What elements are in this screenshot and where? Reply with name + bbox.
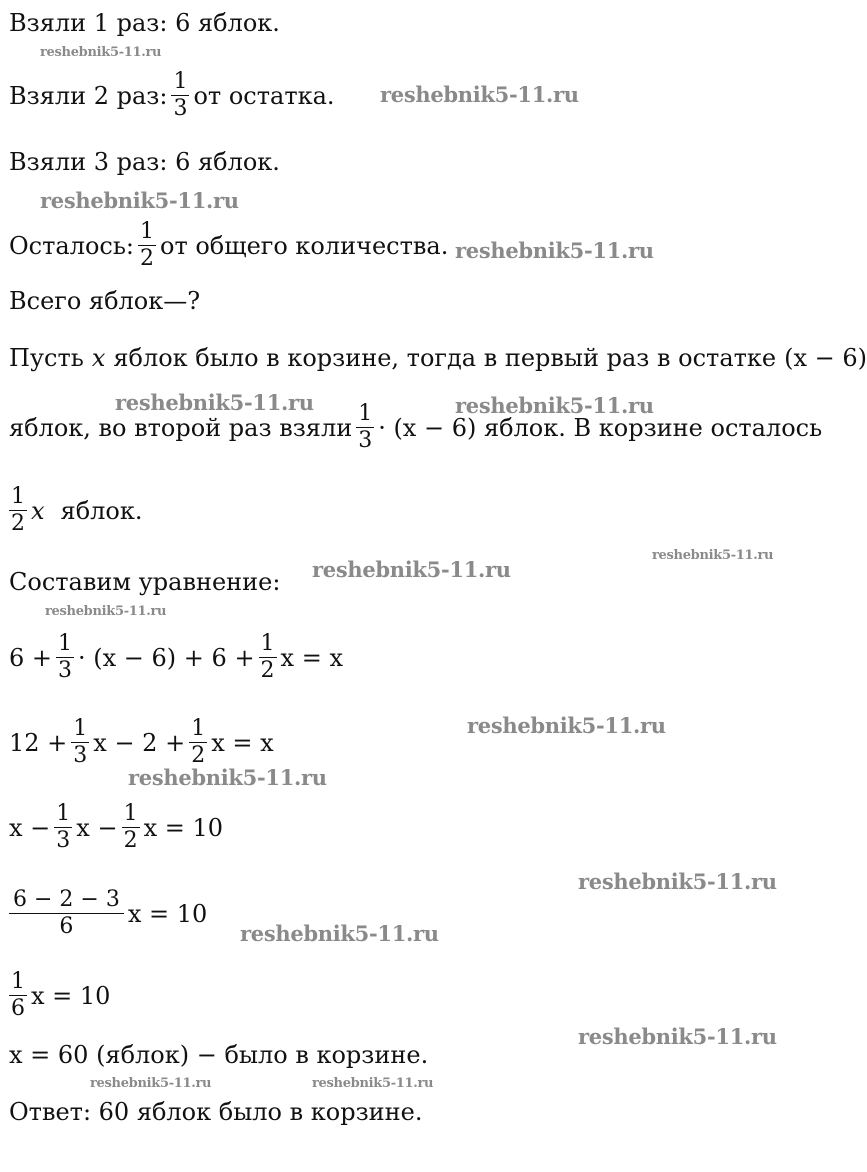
watermark: reshebnik5-11.ru [380, 82, 579, 107]
watermark: reshebnik5-11.ru [45, 604, 167, 619]
fraction-one-third: $\frac{1}{3}$ [56, 801, 71, 853]
watermark: reshebnik5-11.ru [578, 1024, 777, 1049]
answer: Ответ: 60 яблок было в корзине. [9, 1098, 423, 1126]
watermark: reshebnik5-11.ru [128, 765, 327, 790]
given-take1: Взяли 1 раз: 6 яблок. [9, 9, 280, 37]
solution-compose: Составим уравнение: [9, 568, 281, 596]
given-question: Всего яблок—? [9, 287, 201, 315]
watermark: reshebnik5-11.ru [455, 393, 654, 418]
fraction-one-half: $\frac{1}{2}$ [11, 484, 25, 536]
solution-second-take: яблок, во второй раз взяли $\frac{1}{3}$ · (x − 6) яблок. В корзине осталось [9, 401, 823, 453]
equation-3: x − $\frac{1}{3}$ x − $\frac{1}{2}$ x = 10 [9, 801, 224, 853]
fraction-combined: $\frac{6 - 2 - 3}{6}$ [9, 888, 124, 939]
watermark: reshebnik5-11.ru [312, 1076, 434, 1091]
equation-2: 12 + $\frac{1}{3}$ x − 2 + $\frac{1}{2}$ x = x [9, 716, 274, 768]
fraction-one-half: $\frac{1}{2}$ [140, 219, 154, 271]
fraction-one-half: $\frac{1}{2}$ [123, 801, 138, 853]
solution-let: Пусть x яблок было в корзине, тогда в первый раз в остатке (x − 6) [9, 344, 867, 372]
equation-5: $\frac{1}{6}$ x = 10 [11, 969, 111, 1021]
given-take3: Взяли 3 раз: 6 яблок. [9, 148, 280, 176]
watermark: reshebnik5-11.ru [40, 45, 162, 60]
watermark: reshebnik5-11.ru [240, 921, 439, 946]
watermark: reshebnik5-11.ru [115, 390, 314, 415]
equation-1: 6 + $\frac{1}{3}$ · (x − 6) + 6 + $\frac{1}{2}$ x = x [9, 631, 343, 683]
watermark: reshebnik5-11.ru [652, 548, 774, 563]
fraction-one-sixth: $\frac{1}{6}$ [11, 969, 25, 1021]
watermark: reshebnik5-11.ru [578, 869, 777, 894]
equation-6: x = 60 (яблок) − было в корзине. [9, 1041, 429, 1069]
fraction-one-half: $\frac{1}{2}$ [191, 716, 206, 768]
watermark: reshebnik5-11.ru [312, 557, 511, 582]
fraction-one-third: $\frac{1}{3}$ [358, 401, 373, 453]
watermark: reshebnik5-11.ru [40, 188, 239, 213]
solution-remaining: $\frac{1}{2}$ x яблок. [11, 484, 143, 536]
fraction-one-half: $\frac{1}{2}$ [260, 631, 275, 683]
given-take2: Взяли 2 раз: $\frac{1}{3}$ от остатка. [9, 69, 335, 121]
watermark: reshebnik5-11.ru [455, 238, 654, 263]
fraction-one-third: $\frac{1}{3}$ [173, 69, 188, 121]
given-left: Осталось: $\frac{1}{2}$ от общего количества. [9, 219, 449, 271]
fraction-one-third: $\frac{1}{3}$ [58, 631, 73, 683]
watermark: reshebnik5-11.ru [90, 1076, 212, 1091]
fraction-one-third: $\frac{1}{3}$ [73, 716, 88, 768]
watermark: reshebnik5-11.ru [467, 713, 666, 738]
equation-4: $\frac{6 - 2 - 3}{6}$ x = 10 [9, 888, 207, 939]
